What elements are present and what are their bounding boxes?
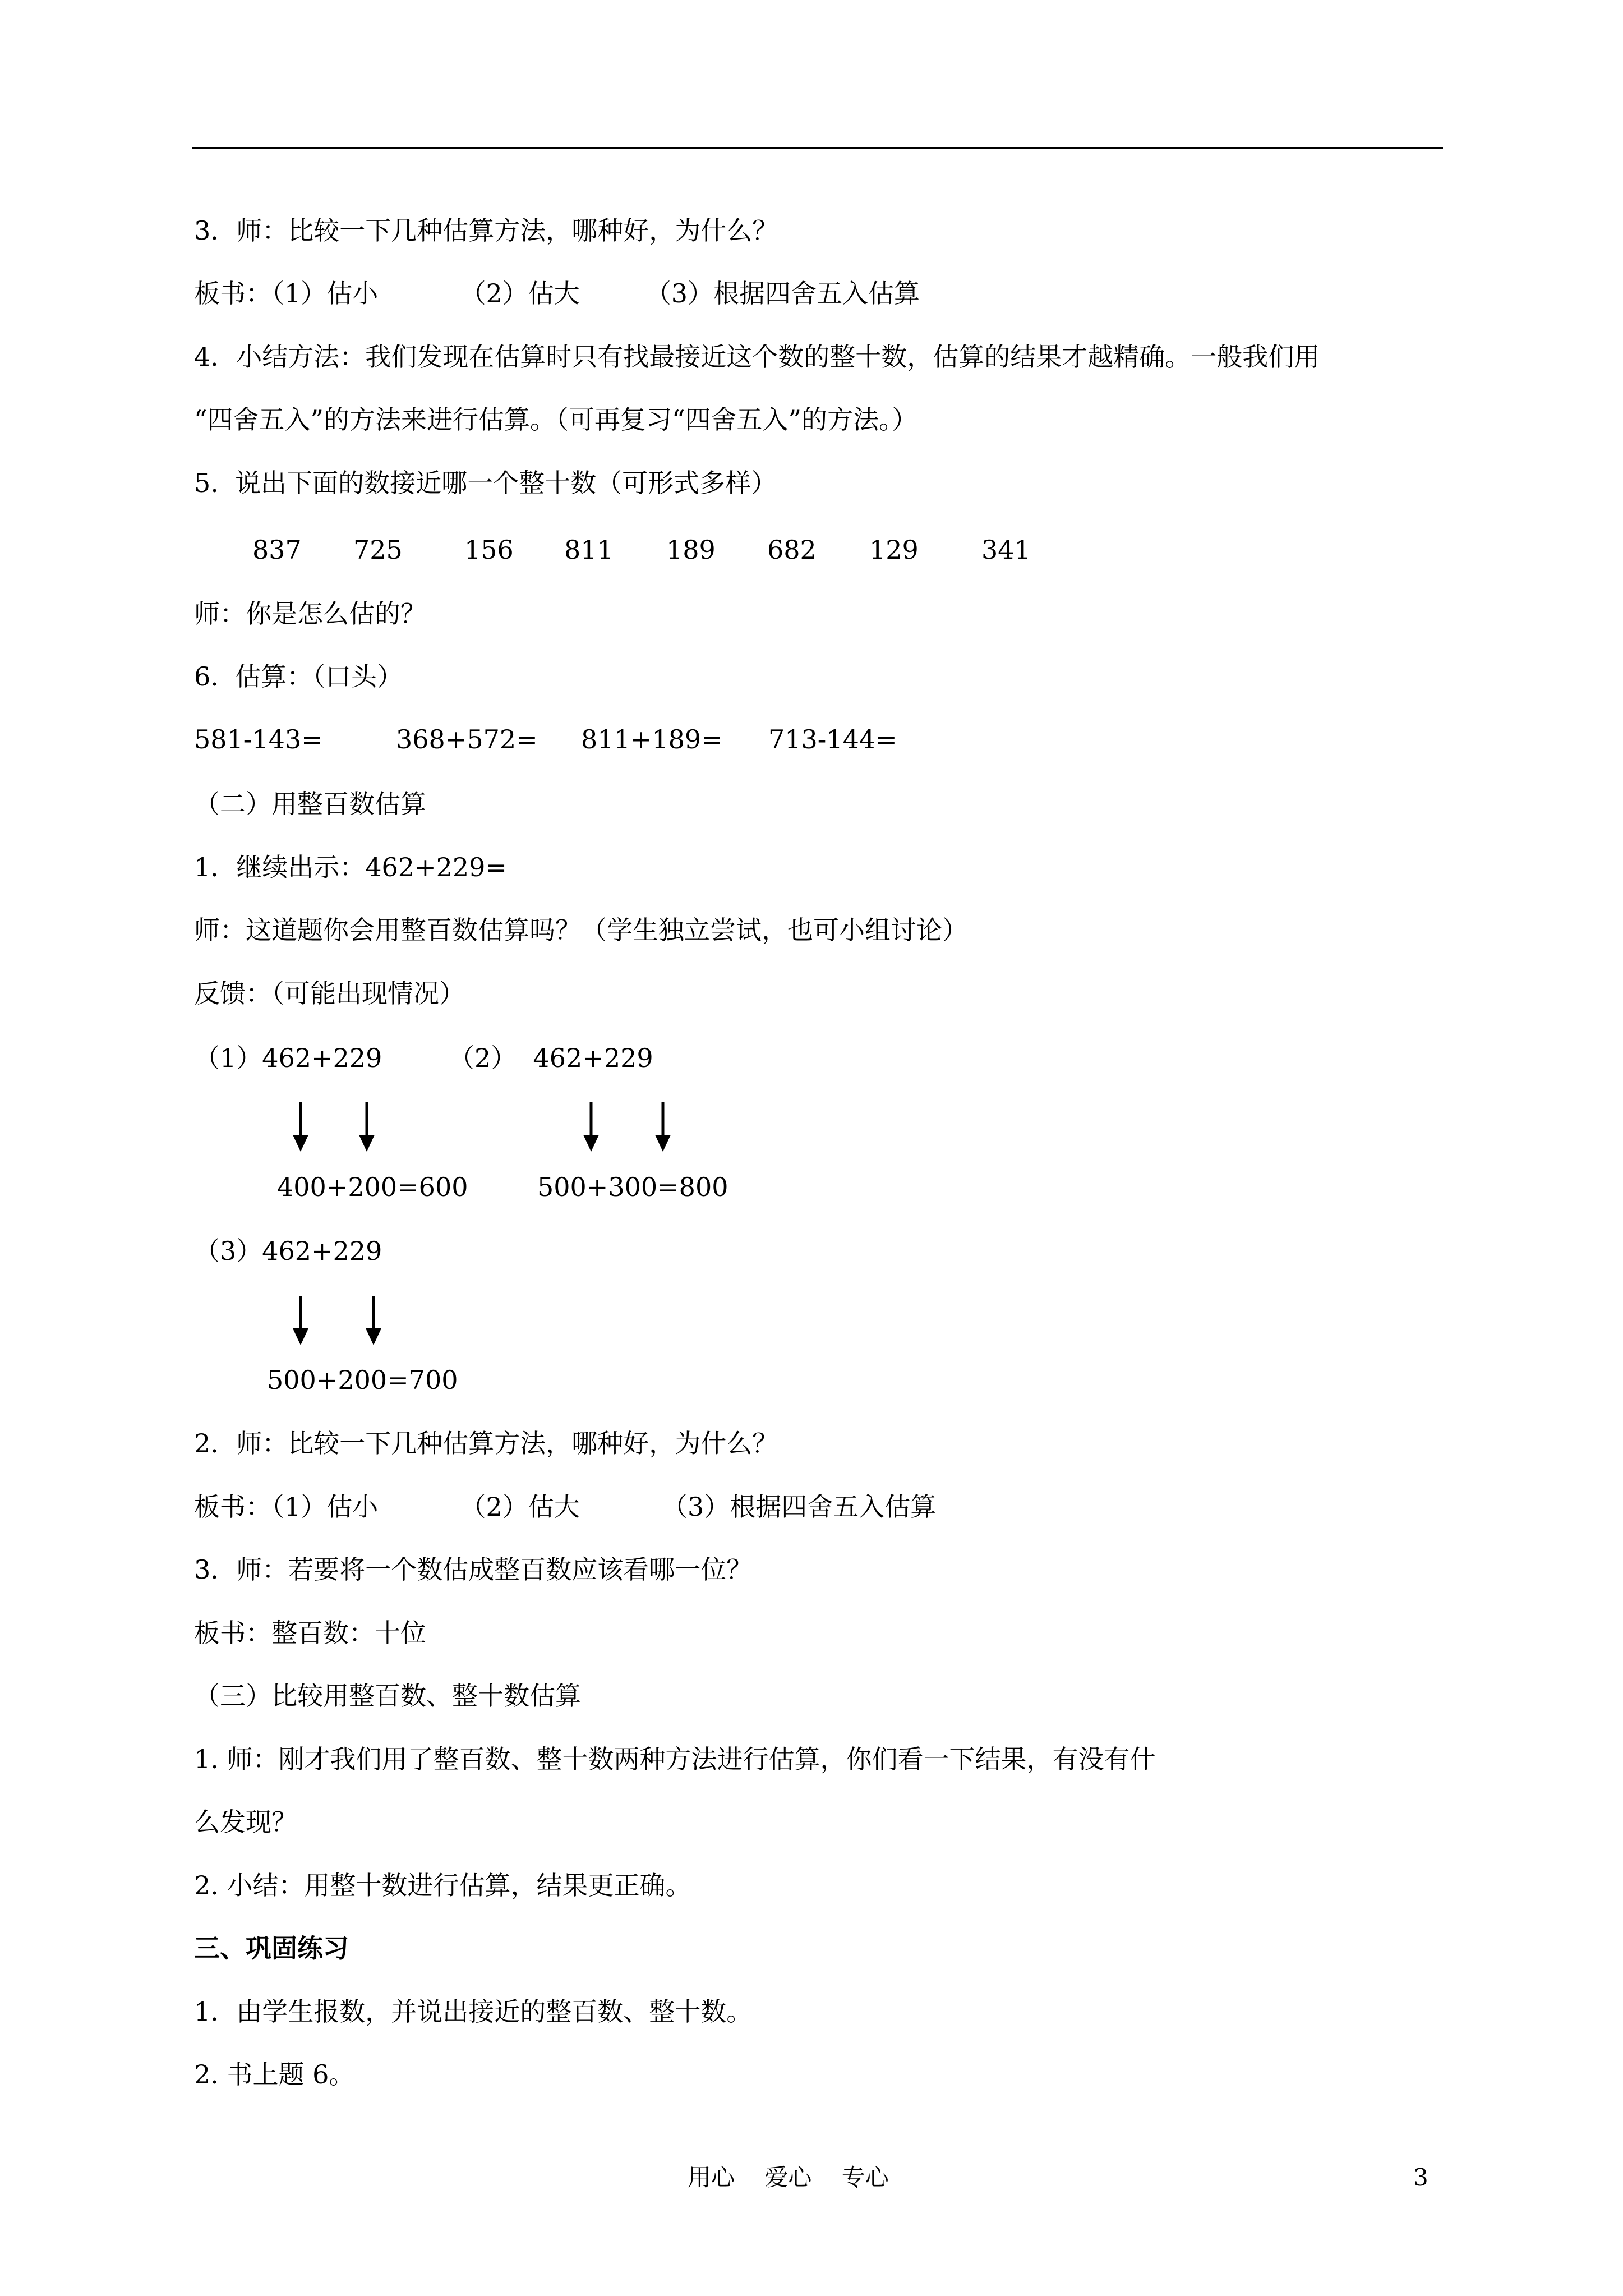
equation-item: 811+189= — [581, 724, 723, 754]
text-line-28: 2. 书上题 6。 — [194, 2059, 355, 2090]
down-arrow-icon — [289, 1102, 312, 1153]
text-line-19: 板书：（1）估小 （2）估大 （3）根据四舍五入估算 — [194, 1492, 937, 1522]
text-line-8: 6. 估算：（口头） — [194, 661, 403, 692]
text-line-27: 1．由学生报数，并说出接近的整百数、整十数。 — [194, 1996, 753, 2027]
text-line-2: 板书：（1）估小 （2）估大 （3）根据四舍五入估算 — [194, 278, 920, 309]
text-line-25: 2. 小结：用整十数进行估算，结果更正确。 — [194, 1870, 691, 1901]
equation-item: 368+572= — [396, 724, 538, 754]
equation-item: 581-143= — [194, 724, 323, 754]
text-line-11: 1．继续出示：462+229= — [194, 852, 507, 882]
text-line-12: 师：这道题你会用整百数估算吗？（学生独立尝试，也可小组讨论） — [194, 915, 968, 945]
text-line-3: 4．小结方法：我们发现在估算时只有找最接近这个数的整十数，估算的结果才越精确。一般我们用 — [194, 342, 1320, 372]
page-number: 3 — [1413, 2164, 1428, 2191]
text-line-24: 么发现？ — [194, 1807, 297, 1837]
header-rule — [192, 147, 1443, 149]
text-line-21: 板书：整百数：十位 — [194, 1618, 426, 1648]
text-line-13: 反馈：（可能出现情况） — [194, 978, 465, 1009]
number-item: 725 — [353, 535, 403, 565]
footer-motto: 用心 爱心 专心 — [688, 2164, 889, 2191]
number-item: 837 — [252, 535, 302, 565]
case-1-expression: （1）462+229 — [194, 1043, 382, 1073]
case-2-result: 500+300=800 — [537, 1172, 728, 1202]
text-line-4: “四舍五入”的方法来进行估算。（可再复习“四舍五入”的方法。） — [194, 404, 918, 435]
text-line-18: 2．师：比较一下几种估算方法，哪种好，为什么？ — [194, 1428, 778, 1458]
number-item: 682 — [767, 535, 817, 565]
case-1-result: 400+200=600 — [277, 1172, 468, 1202]
down-arrow-icon — [580, 1102, 602, 1153]
down-arrow-icon — [289, 1296, 312, 1346]
section-heading: （三）比较用整百数、整十数估算 — [194, 1681, 581, 1711]
section-heading: （二）用整百数估算 — [194, 789, 426, 819]
case-2-expression: （2） 462+229 — [449, 1043, 653, 1073]
number-item: 156 — [464, 535, 514, 565]
case-3-result: 500+200=700 — [267, 1365, 458, 1395]
number-item: 189 — [666, 535, 716, 565]
text-line-1: 3．师：比较一下几种估算方法，哪种好，为什么？ — [194, 215, 778, 246]
down-arrow-icon — [652, 1102, 674, 1153]
text-line-5: 5. 说出下面的数接近哪一个整十数（可形式多样） — [194, 468, 777, 498]
equation-item: 713-144= — [768, 724, 897, 754]
case-3-expression: （3）462+229 — [194, 1236, 382, 1266]
text-line-23: 1. 师：刚才我们用了整百数、整十数两种方法进行估算，你们看一下结果，有没有什 — [194, 1744, 1156, 1774]
number-item: 811 — [564, 535, 614, 565]
down-arrow-icon — [362, 1296, 385, 1346]
down-arrow-icon — [356, 1102, 378, 1153]
section-heading-bold: 三、巩固练习 — [194, 1933, 349, 1963]
number-item: 341 — [981, 535, 1031, 565]
number-item: 129 — [869, 535, 919, 565]
text-line-7: 师：你是怎么估的？ — [194, 599, 426, 629]
text-line-20: 3．师：若要将一个数估成整百数应该看哪一位？ — [194, 1554, 753, 1585]
